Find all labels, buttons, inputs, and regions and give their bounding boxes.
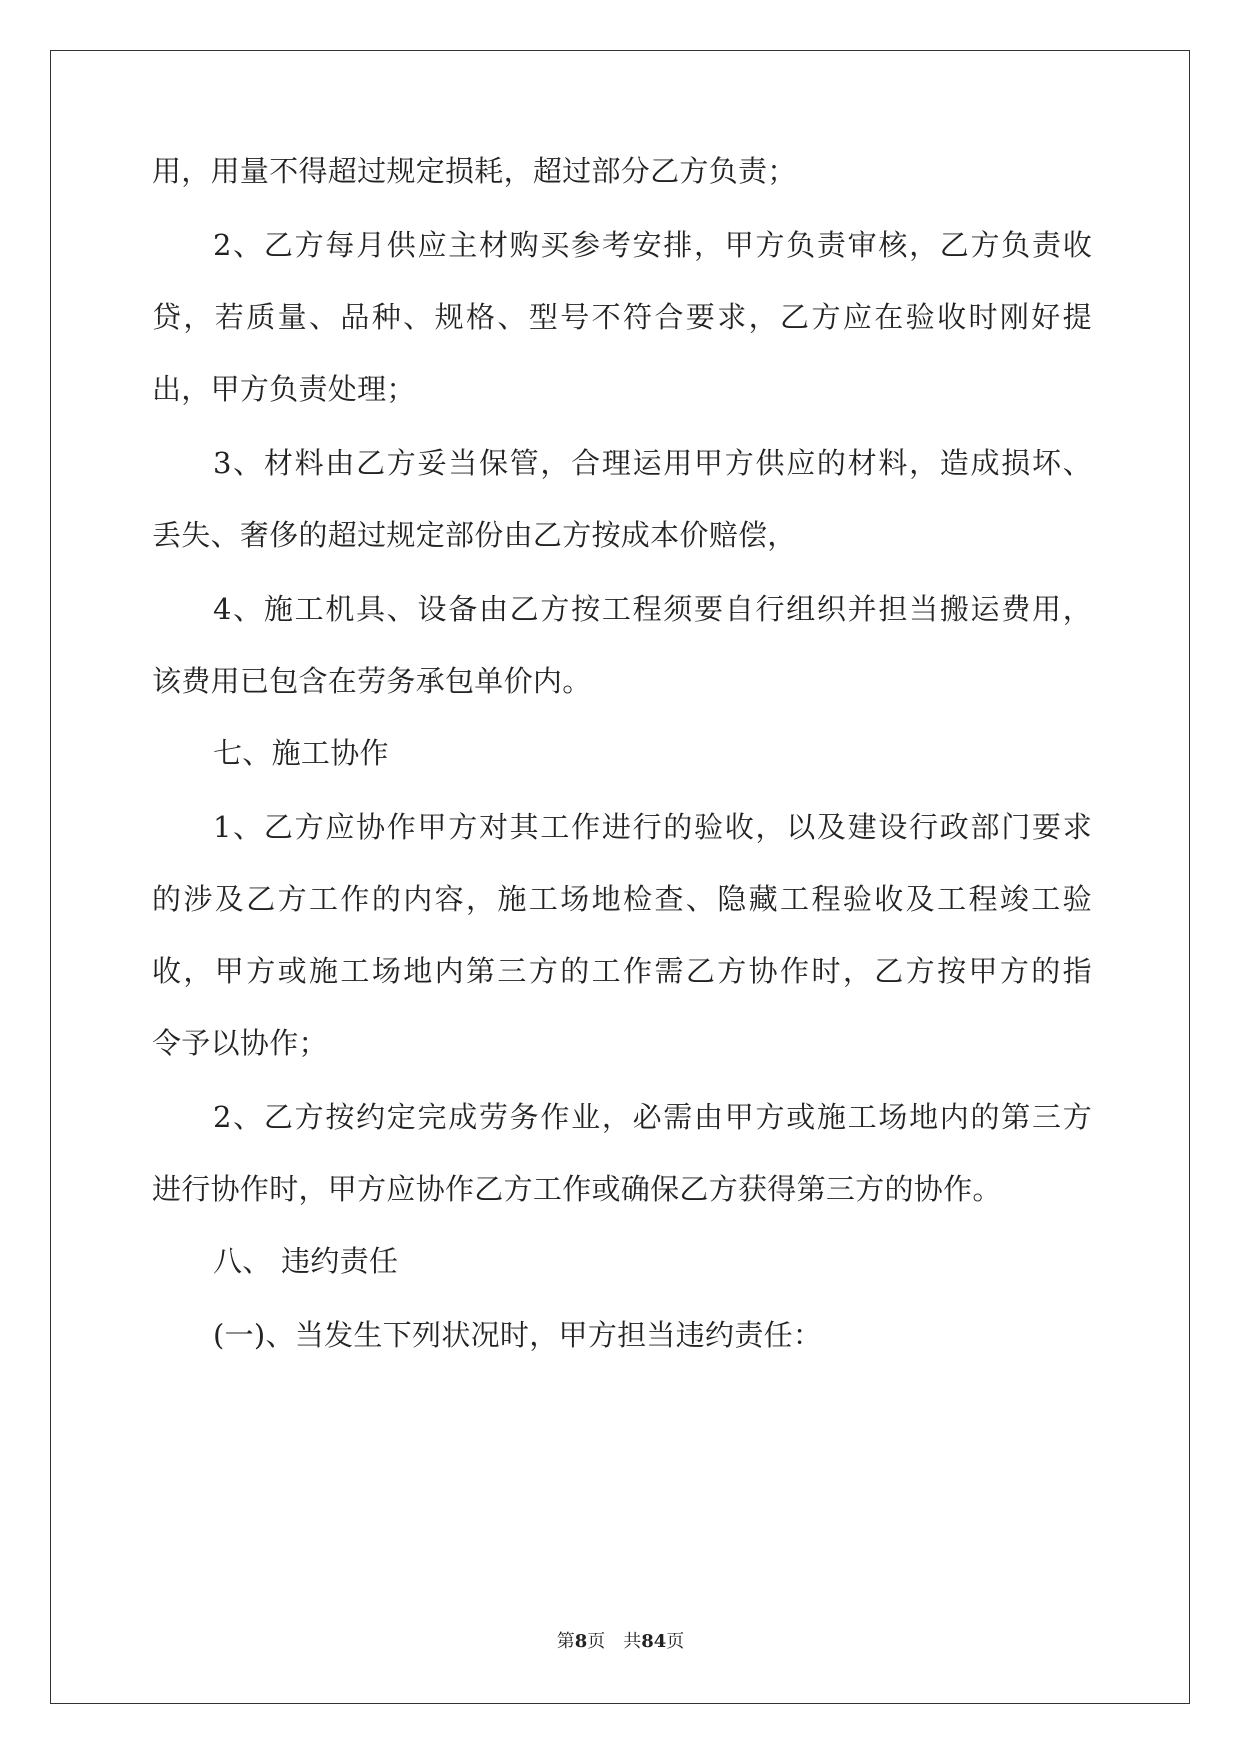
text-line: 出，甲方负责处理； <box>152 372 416 406</box>
text-line: 用，用量不得超过规定损耗，超过部分乙方负责； <box>152 154 797 188</box>
page-suffix: 页 <box>587 1631 606 1652</box>
text-line: 2、乙方按约定完成劳务作业，必需由甲方或施工场地内的第三方 <box>213 1100 1092 1134</box>
text-line: 1、乙方应协作甲方对其工作进行的验收，以及建设行政部门要求 <box>213 810 1092 844</box>
text-line: 令予以协作； <box>152 1026 328 1060</box>
section-heading: 八、 违约责任 <box>213 1244 399 1278</box>
text-line: 4、施工机具、设备由乙方按工程须要自行组织并担当搬运费用， <box>213 592 1092 626</box>
text-line: 进行协作时，甲方应协作乙方工作或确保乙方获得第三方的协作。 <box>152 1172 1002 1206</box>
total-pages: 84 <box>641 1631 667 1652</box>
text-line: 收，甲方或施工场地内第三方的工作需乙方协作时，乙方按甲方的指 <box>152 954 1092 988</box>
text-line: (一)、当发生下列状况时，甲方担当违约责任： <box>213 1318 823 1352</box>
text-line: 贷，若质量、品种、规格、型号不符合要求，乙方应在验收时刚好提 <box>152 300 1092 334</box>
section-heading: 七、施工协作 <box>213 736 389 770</box>
text-line: 该费用已包含在劳务承包单价内。 <box>152 664 592 698</box>
text-line: 丢失、奢侈的超过规定部份由乙方按成本价赔偿， <box>152 518 797 552</box>
text-line: 的涉及乙方工作的内容，施工场地检查、隐藏工程验收及工程竣工验 <box>152 882 1092 916</box>
text-line: 3、材料由乙方妥当保管，合理运用甲方供应的材料，造成损坏、 <box>213 446 1092 480</box>
page-prefix: 第 <box>556 1631 575 1652</box>
text-line: 2、乙方每月供应主材购买参考安排，甲方负责审核，乙方负责收 <box>213 228 1092 262</box>
total-suffix: 页 <box>666 1631 685 1652</box>
page-number: 8 <box>574 1631 588 1652</box>
page-footer <box>0 1630 1241 1654</box>
total-prefix: 共 <box>623 1631 642 1652</box>
